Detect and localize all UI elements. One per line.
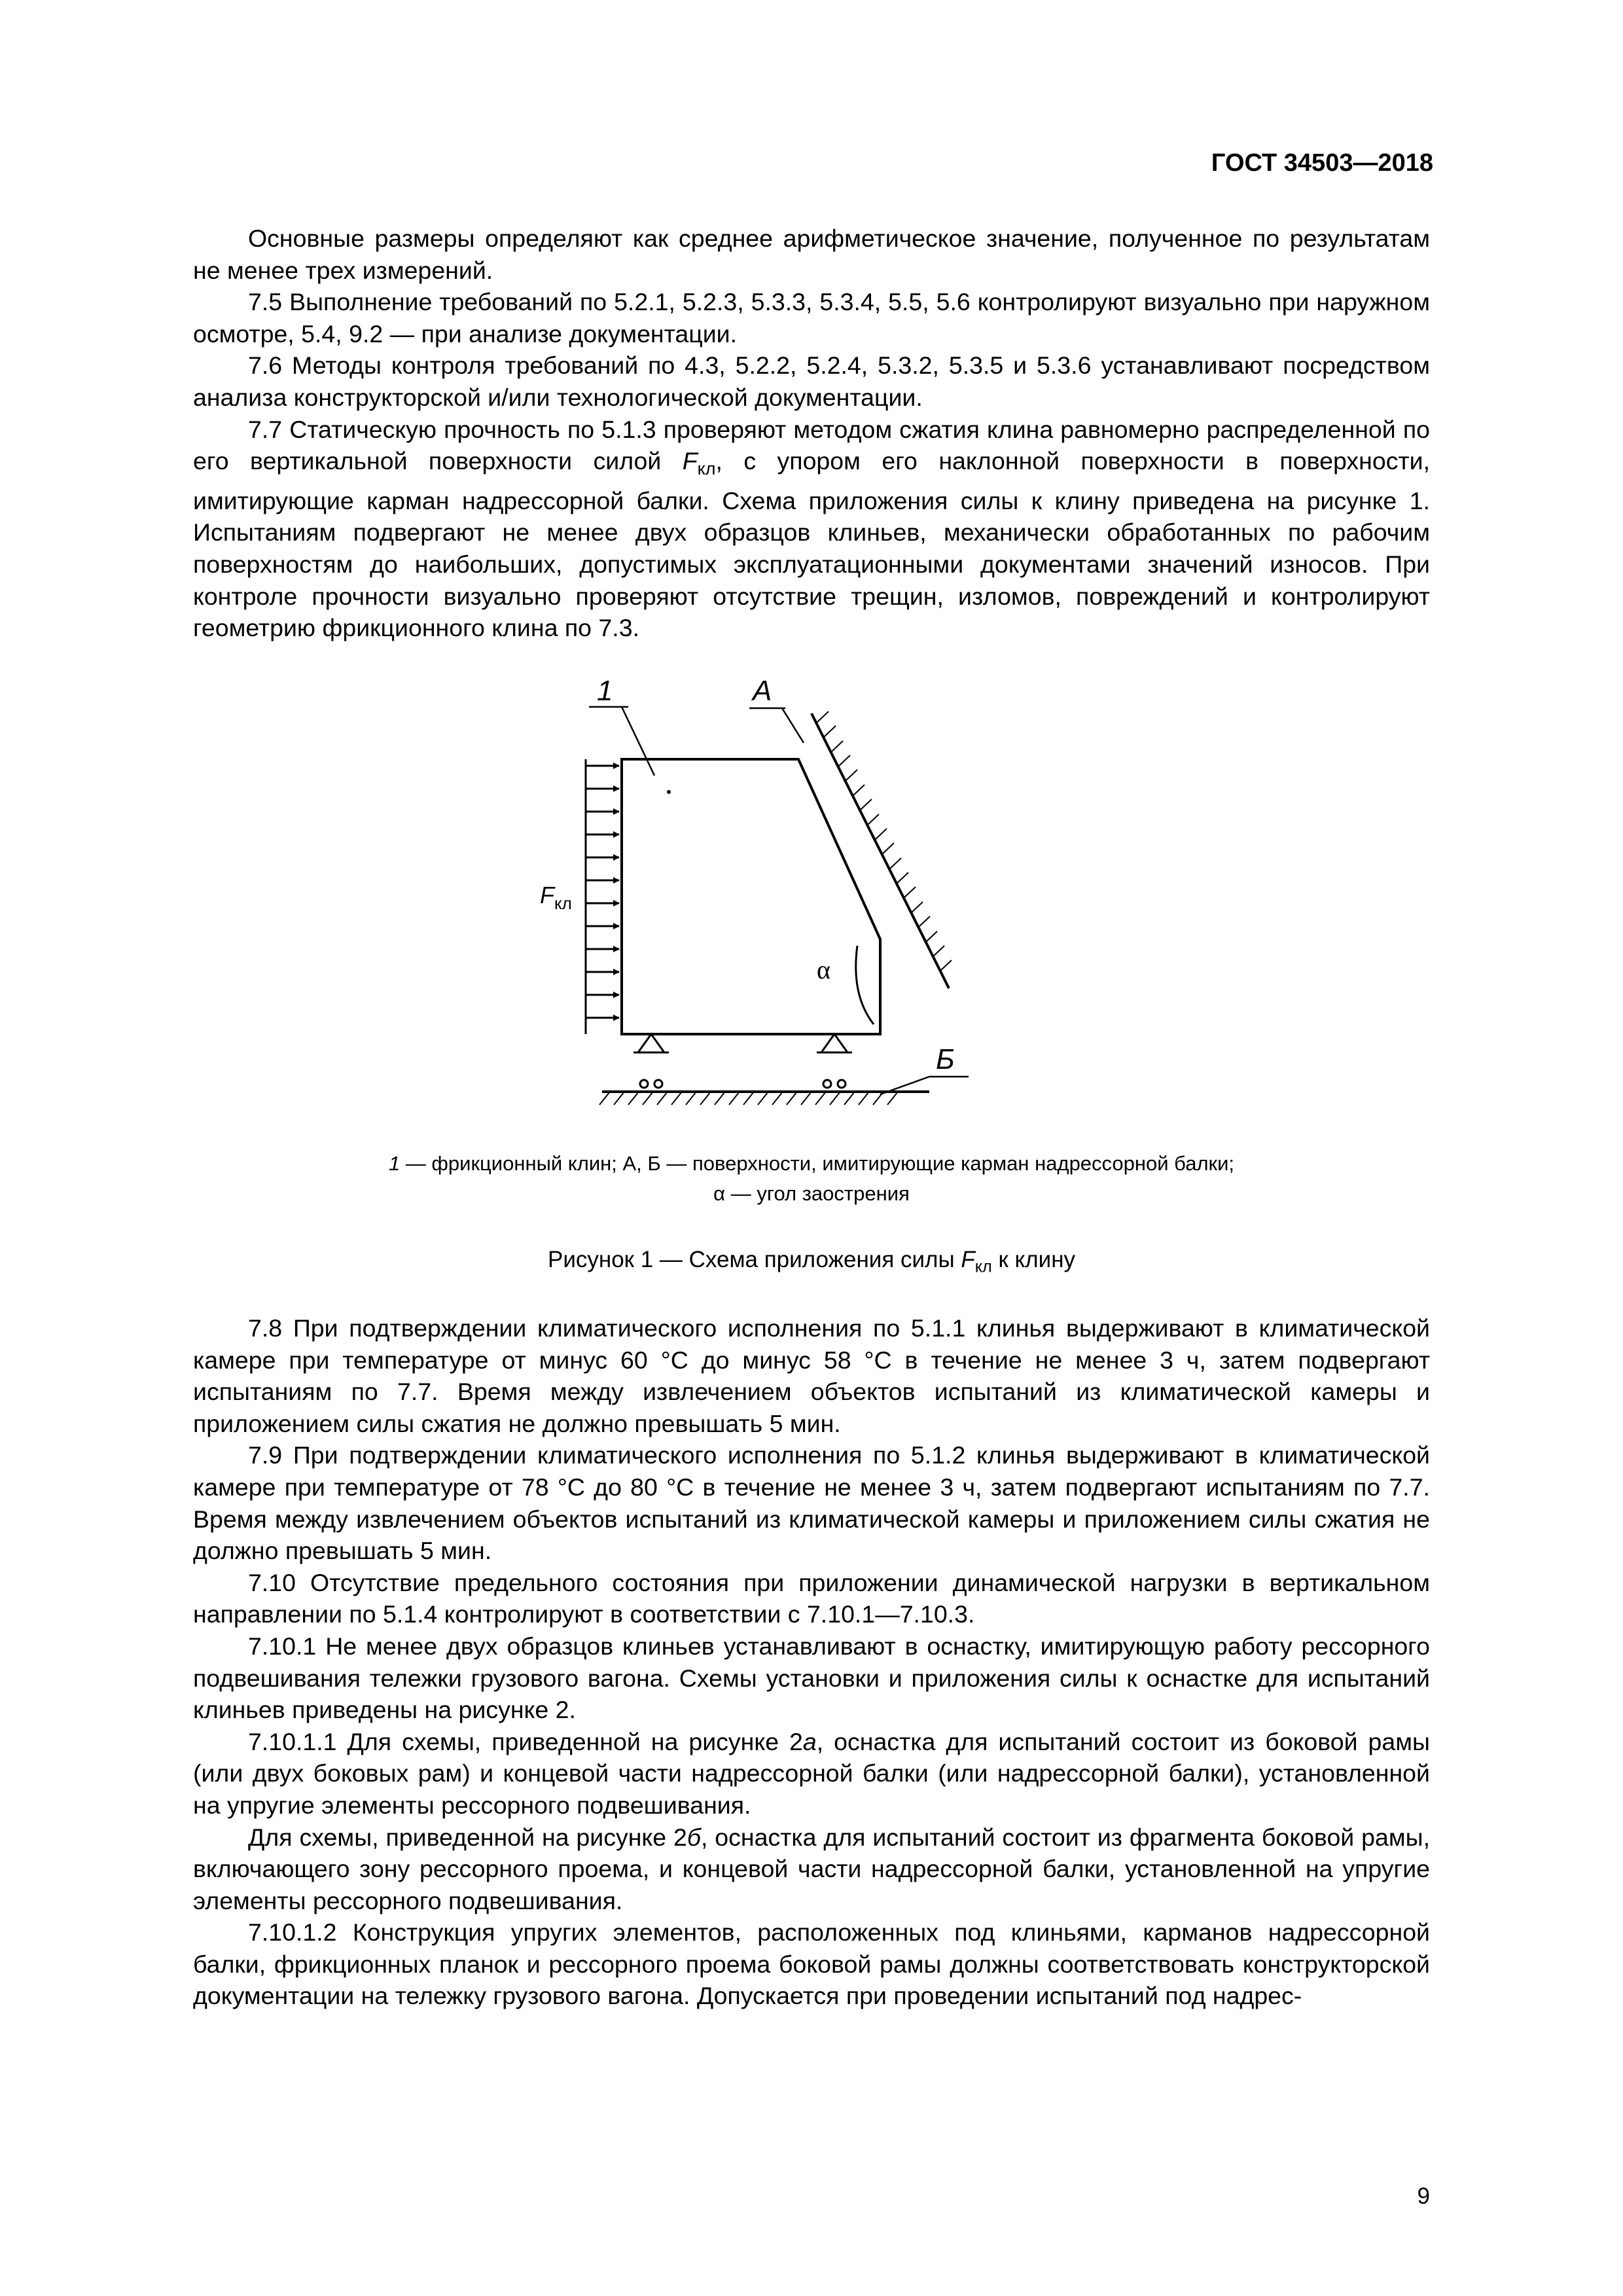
label-a-leader <box>782 708 804 743</box>
paragraph-7-10-1-2: 7.10.1.2 Конструкция упругих элементов, расположенных под клиньями, карманов надрессорной балки, фрикционных планок и рессорного проема боковой рамы должны соответствовать конструкторской документации на тележку грузового вагона. Допускается при проведении испытаний под надрес- <box>193 1918 1430 2010</box>
figure-label-b: Б <box>936 1043 955 1075</box>
paragraph-7-6: 7.6 Методы контроля требований по 4.3, 5.2.2, 5.2.4, 5.3.2, 5.3.5 и 5.3.6 устанавливают посредством анализа конструкторской и/или технологической документации. <box>193 351 1430 411</box>
right-support <box>817 1034 852 1088</box>
figure-force-subscript: кл <box>554 893 572 913</box>
paragraph-7-10: 7.10 Отсутствие предельного состояния при приложении динамической нагрузки в вертикальном направлении по 5.1.4 контролируют в соответствии с 7.10.1—7.10.3. <box>193 1568 1430 1628</box>
force-arrows <box>586 766 619 1018</box>
force-symbol: F <box>682 447 698 475</box>
figure-label-force <box>540 882 572 913</box>
caption-text-end: к клину <box>991 1247 1076 1272</box>
legend-line-2: α — угол заострения <box>713 1182 910 1205</box>
paragraph-7-9: 7.9 При подтверждении климатического исполнения по 5.1.2 клинья выдерживают в климатической камере при температуре от 78 °С до 80 °С в течение не менее 3 ч, затем подвергают испытаниям по 7.7. Время между извлечением объектов испытаний из климатической камеры и приложением силы сжатия не должно превышать 5 мин. <box>193 1441 1430 1565</box>
figure-label-a: А <box>753 681 772 707</box>
caption-text: Рисунок 1 — Схема приложения силы <box>547 1247 961 1272</box>
figure-caption <box>193 1247 1430 1277</box>
paragraph-7-10-1-1-part-2: , оснастка для испытаний состоит из боковой рамы (или двух боковых рам) и концевой части надрессорной балки (или надрессорной балки), установленной на упругие элементы рессорного подвешивания. <box>193 1727 1430 1819</box>
force-subscript: кл <box>697 459 716 479</box>
paragraph-scheme-b-italic: б <box>687 1823 701 1851</box>
paragraph-7-10-1-1 <box>193 1726 1430 1821</box>
figure-label-alpha: α <box>817 955 830 984</box>
legend-line-1 <box>193 1149 1430 1179</box>
figure-force-symbol: F <box>540 882 554 908</box>
friction-wedge-outline <box>622 759 880 1034</box>
figure-legend <box>193 1149 1430 1209</box>
caption-force-symbol: F <box>961 1247 975 1272</box>
figure-label-1: 1 <box>597 681 613 707</box>
paragraph-7-7-part-2: , с упором его наклонной поверхности в поверхности, имитирующие карман надрессорной балки. Схема приложения силы к клину приведена на рисунке 1. Испытаниям подвергают не менее двух образцов клиньев, механически обработанных по рабочим поверхностям до наибольших, допустимых эксплуатационными документами значений износов. При контроле прочности визуально проверяют отсутствие трещин, изломов, повреждений и контролируют геометрию фрикционного клина по 7.3. <box>193 447 1430 642</box>
caption-force-subscript: кл <box>974 1257 992 1276</box>
paragraph-7-7 <box>193 414 1430 644</box>
legend-item-number: 1 <box>388 1152 401 1175</box>
paragraph-7-5: 7.5 Выполнение требований по 5.2.1, 5.2.3, 5.3.3, 5.3.4, 5.5, 5.6 контролируют визуально при наружном осмотре, 5.4, 9.2 — при анализе документации. <box>193 288 1430 348</box>
paragraph-7-8: 7.8 При подтверждении климатического исполнения по 5.1.1 клинья выдерживают в климатической камере при температуре от минус 60 °С до минус 58 °С в течение не менее 3 ч, затем подвергают испытаниям по 7.7. Время между извлечением объектов испытаний из климатической камеры и приложением силы сжатия не должно превышать 5 мин. <box>193 1314 1430 1437</box>
surface-b-hatching <box>599 1092 898 1105</box>
left-support <box>633 1034 669 1088</box>
paragraph-7-10-1-1-italic: а <box>802 1727 817 1755</box>
paragraph-scheme-b-part-1: Для схемы, приведенной на рисунке 2 <box>248 1823 687 1851</box>
paragraph-7-7-part-1: 7.7 Статическую прочность по 5.1.3 проверяют методом сжатия клина равномерно распределенной по его вертикальной поверхности силой <box>193 415 1430 475</box>
paragraph-scheme-b <box>193 1821 1430 1917</box>
paragraph-7-10-1-1-part-1: 7.10.1.1 Для схемы, приведенной на рисунке 2 <box>248 1727 803 1755</box>
legend-line-1-text: — фрикционный клин; А, Б — поверхности, имитирующие карман надрессорной балки; <box>400 1152 1235 1175</box>
figure-1-diagram <box>524 681 1008 1113</box>
text-block-top <box>193 223 1430 644</box>
text-block-bottom <box>193 1312 1430 2012</box>
paragraph-7-10-1: 7.10.1 Не менее двух образцов клиньев устанавливают в оснастку, имитирующую работу рессорного подвешивания тележки грузового вагона. Схемы установки и приложения силы к оснастке для испытаний клиньев приведены на рисунке 2. <box>193 1632 1430 1724</box>
document-code: ГОСТ 34503—2018 <box>1211 149 1433 177</box>
wedge-center-dot <box>667 790 671 794</box>
paragraph-scheme-b-part-2: , оснастка для испытаний состоит из фрагмента боковой рамы, включающего зону рессорного проема, и концевой части надрессорной балки, установленной на упругие элементы рессорного подвешивания. <box>193 1823 1430 1914</box>
paragraph-main-dimensions: Основные размеры определяют как среднее арифметическое значение, полученное по результатам не менее трех измерений. <box>193 224 1430 284</box>
page-number: 9 <box>1417 2183 1430 2209</box>
